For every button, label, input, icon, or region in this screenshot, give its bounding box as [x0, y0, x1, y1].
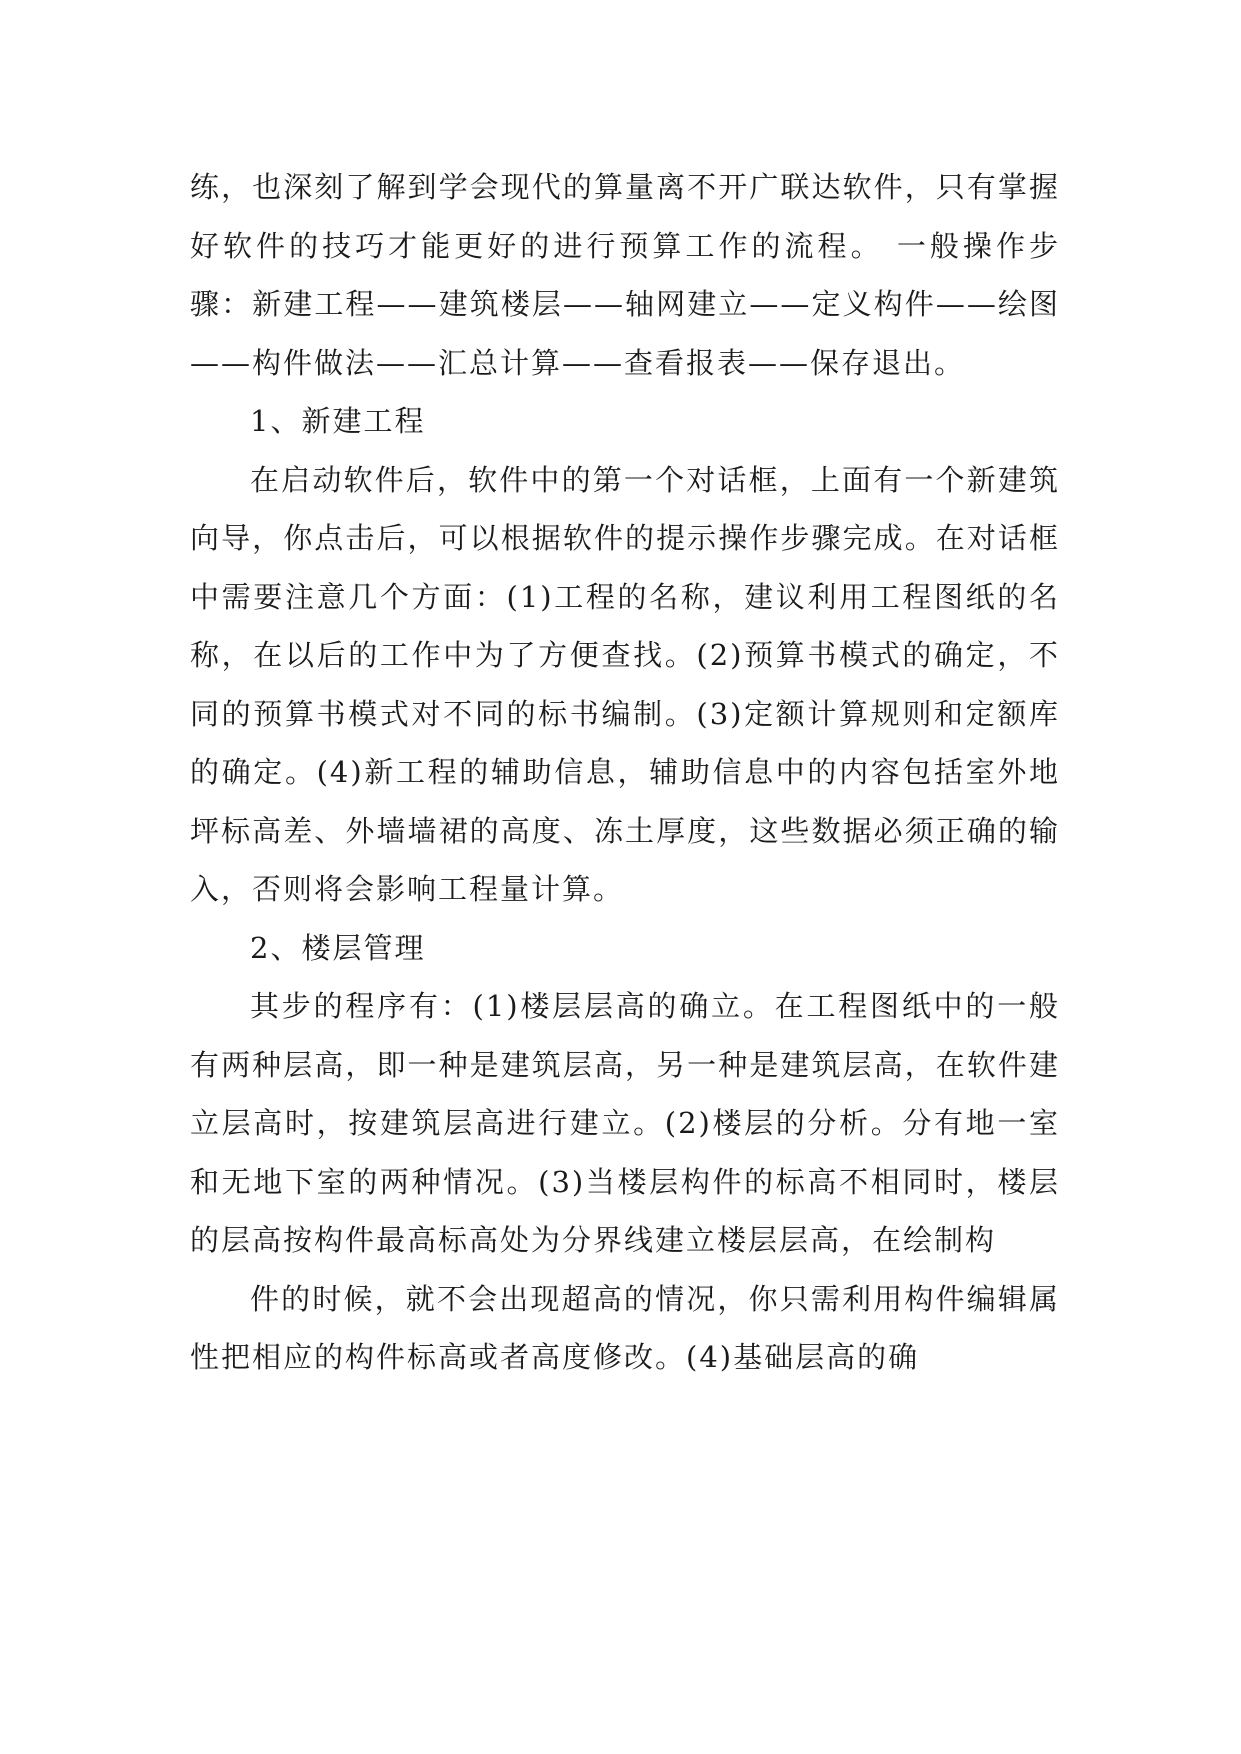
- paragraph-floor-continued: 件的时候，就不会出现超高的情况，你只需利用构件编辑属性把相应的构件标高或者高度修改。(4)基础层高的确: [190, 1281, 1060, 1374]
- paragraph-floor-management: 其步的程序有：(1)楼层层高的确立。在工程图纸中的一般有两种层高，即一种是建筑层高，另一种是建筑层高，在软件建立层高时，按建筑层高进行建立。(2)楼层的分析。分有地一室和无地下室的两种情况。(3)当楼层构件的标高不相同时，楼层的层高按构件最高标高处为分界线建立楼层层高，在绘制构: [190, 989, 1060, 1257]
- heading-floor-management: 2、楼层管理: [250, 930, 426, 965]
- paragraph-intro: 练，也深刻了解到学会现代的算量离不开广联达软件，只有掌握好软件的技巧才能更好的进行预算工作的流程。 一般操作步骤：新建工程——建筑楼层——轴网建立——定义构件——绘图——构件做法——汇总计算——查看报表——保存退出。: [190, 170, 1060, 380]
- heading-new-project: 1、新建工程: [250, 404, 426, 438]
- document-body: [190, 158, 1060, 1387]
- paragraph-new-project: 在启动软件后，软件中的第一个对话框，上面有一个新建筑向导，你点击后，可以根据软件的提示操作步骤完成。在对话框中需要注意几个方面：(1)工程的名称，建议利用工程图纸的名称，在以后的工作中为了方便查找。(2)预算书模式的确定，不同的预算书模式对不同的标书编制。(3)定额计算规则和定额库的确定。(4)新工程的辅助信息，辅助信息中的内容包括室外地坪标高差、外墙墙裙的高度、冻土厚度，这些数据必须正确的输入，否则将会影响工程量计算。: [190, 462, 1060, 906]
